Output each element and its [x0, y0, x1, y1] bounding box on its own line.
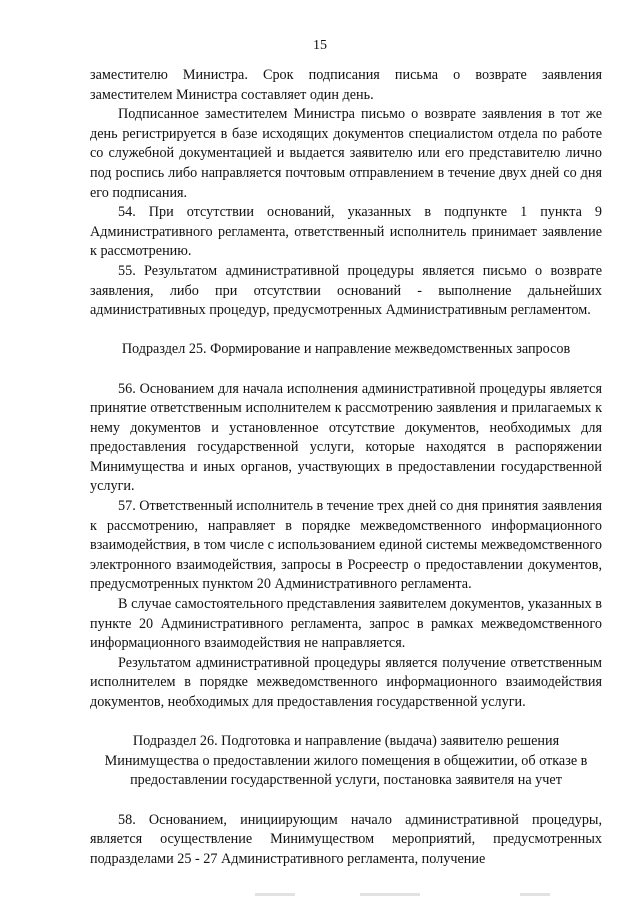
paragraph-result: Результатом административной процедуры является получение ответственным исполнителем в порядке межведомственного информационного взаимодействия документов, необходимых для предоставления государственной услуги. — [90, 654, 602, 710]
paragraph-58: 58. Основанием, инициирующим начало административной процедуры, является осуществление Минимуществом мероприятий, предусмотренных подразделами 25 - 27 Административного регламента, получение — [90, 811, 602, 867]
paragraph-55: 55. Результатом административной процедуры является письмо о возврате заявления, либо при отсутствии оснований - выполнение дальнейших административных процедур, предусмотренных Административным регламентом. — [90, 262, 602, 319]
subsection-26-heading: Подраздел 26. Подготовка и направление (выдача) заявителю решения Минимущества о предоставлении жилого помещения в общежитии, об отказе в предоставлении государственной услуги, постановка заявителя на учет — [104, 733, 588, 789]
page-number: 15 — [313, 38, 327, 53]
paragraph-signed-letter: Подписанное заместителем Министра письмо о возврате заявления в тот же день регистрируется в базе исходящих документов специалистом отдела по работе со служебной документацией и выдается заявителю или его представителю лично под роспись либо направляется почтовым отправлением в течение двух дней со дня его подписания. — [90, 106, 602, 201]
scan-artifact — [520, 893, 550, 896]
paragraph-57: 57. Ответственный исполнитель в течение трех дней со дня принятия заявления к рассмотрению, направляет в порядке межведомственного информационного взаимодействия, в том числе с использованием единой системы межведомственного электронного взаимодействия, запросы в Росреестр о предоставлении документов, предусмотренных пунктом 20 Административного регламента. — [90, 498, 602, 593]
scan-artifact — [255, 893, 295, 896]
paragraph-56: 56. Основанием для начала исполнения административной процедуры является принятие ответственным исполнителем к рассмотрению заявления и прилагаемых к нему документов и установленное отсутствие документов, необходимых для предоставления государственной услуги, которые находятся в распоряжении Минимущества и иных органов, участвующих в предоставлении государственной услуги. — [90, 380, 602, 495]
paragraph-continuation: заместителю Министра. Срок подписания письма о возврате заявления заместителем Министра составляет один день. — [90, 67, 602, 103]
paragraph-self-submission: В случае самостоятельного представления заявителем документов, указанных в пункте 20 Административного регламента, запрос в рамках межведомственного информационного взаимодействия не направляется. — [90, 596, 602, 652]
subsection-25-heading: Подраздел 25. Формирование и направление межведомственных запросов — [121, 341, 571, 358]
paragraph-54: 54. При отсутствии оснований, указанных в подпункте 1 пункта 9 Административного регламента, ответственный исполнитель принимает заявление к рассмотрению. — [90, 204, 602, 260]
document-body — [90, 66, 602, 869]
scan-artifact — [360, 893, 420, 896]
